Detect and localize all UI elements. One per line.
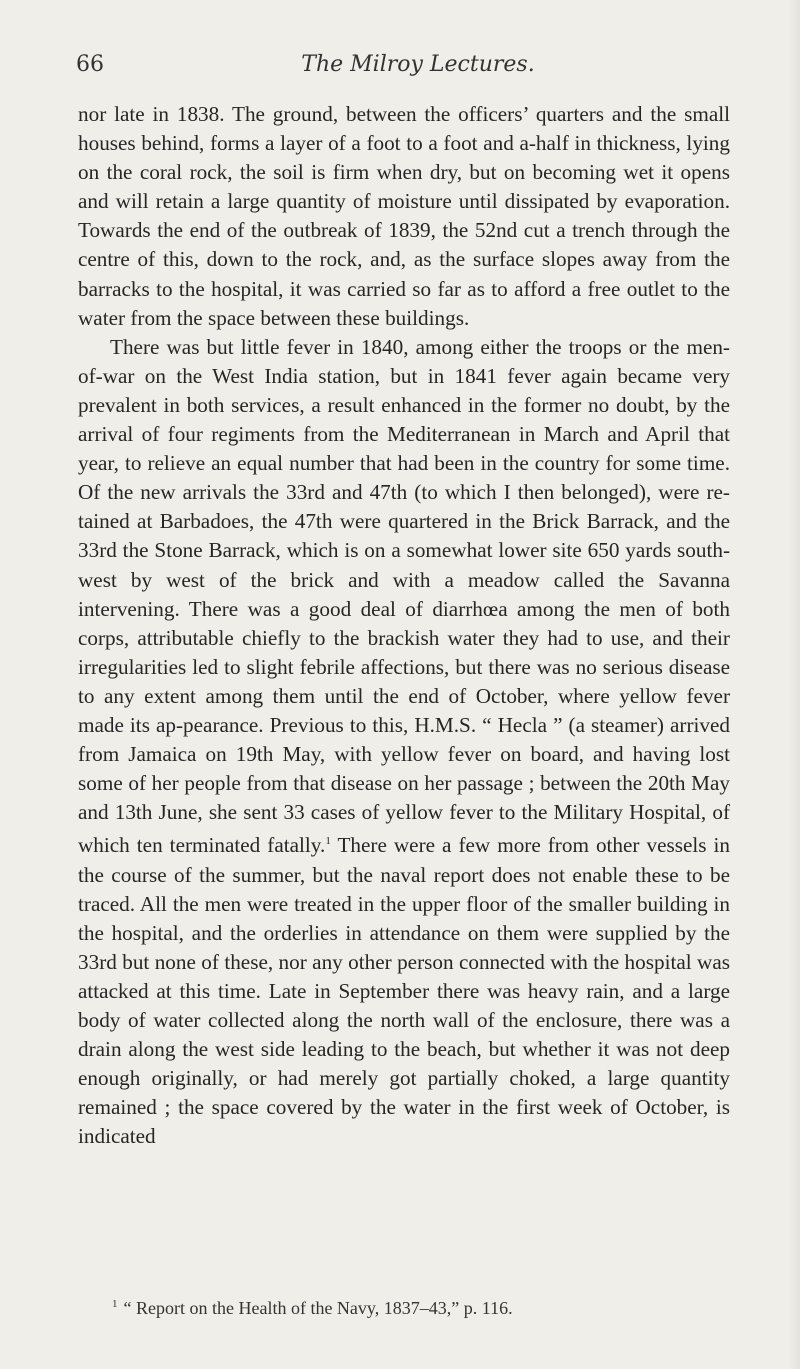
paragraph-text: nor late in 1838. The ground, between the officers’ quarters and the small houses behind, forms a layer of a foot to a foot and a-half in thickness, lying on the coral rock, the soil is firm when dry, but on becoming wet it opens and will retain a large quantity of moisture until dissipated by evaporation. Towards the end of the outbreak of 1839, the 52nd cut a trench through the centre of this, down to the rock, and, as the surface slopes away from the barracks to the hospital, it was carried so far as to afford a free outlet to the water from the space between these buildings. bbox=[78, 102, 730, 330]
paragraph-text: There was but little fever in 1840, among either the troops or the men-of-war on the West India station, but in 1841 fever again became very prevalent in both services, a result enhanced in the former no doubt, by the arrival of four regiments from the Mediterranean in March and April that year, to relieve an equal number that had been in the country for some time. Of the new arrivals the 33rd and 47th (to which I then belonged), were re-tained at Barbadoes, the 47th were quartered in the Brick Barrack, and the 33rd the Stone Barrack, which is on a somewhat lower site 650 yards south-west by west of the brick and with a meadow called the Savanna intervening. There was a good deal of diarrhœa among the men of both corps, attributable chiefly to the brackish water they had to use, and their irregularities led to slight febrile affections, but there was no serious disease to any extent among them until the end of October, where yellow fever made its ap-pearance. Previous to this, H.M.S. “ Hecla ” (a steamer) arrived from Jamaica on 19th May, with yellow fever on board, and having lost some of her people from that disease on her passage ; between the 20th May and 13th June, she sent 33 cases of yellow fever to the Military Hospital, of which ten terminated fatally. bbox=[78, 334, 730, 858]
paragraph bbox=[78, 100, 730, 333]
footnote-text: “ Report on the Health of the Navy, 1837–43,” p. 116. bbox=[123, 1298, 513, 1318]
footnote bbox=[112, 1298, 513, 1319]
body-text bbox=[78, 100, 730, 1151]
footnote-marker: 1 bbox=[112, 1298, 118, 1310]
paragraph-text-continued: There were a few more from other vessels in the course of the summer, but the naval report does not enable these to be traced. All the men were treated in the upper floor of the smaller building in the hospital, and the orderlies in attendance on them were supplied by the 33rd but none of these, nor any other person connected with the hospital was attacked at this time. Late in September there was heavy rain, and a large body of water collected along the north wall of the enclosure, there was a drain along the west side leading to the beach, but whether it was not deep enough originally, or had merely got partially choked, a large quantity remained ; the space covered by the water in the first week of October, is indicated bbox=[78, 833, 731, 1149]
paragraph bbox=[78, 333, 730, 1152]
footnote-reference: 1 bbox=[325, 835, 331, 848]
page-edge-shadow bbox=[788, 0, 800, 1369]
running-title: The Milroy Lectures. bbox=[301, 52, 535, 77]
page-header bbox=[76, 52, 760, 82]
page-number: 66 bbox=[76, 52, 104, 77]
